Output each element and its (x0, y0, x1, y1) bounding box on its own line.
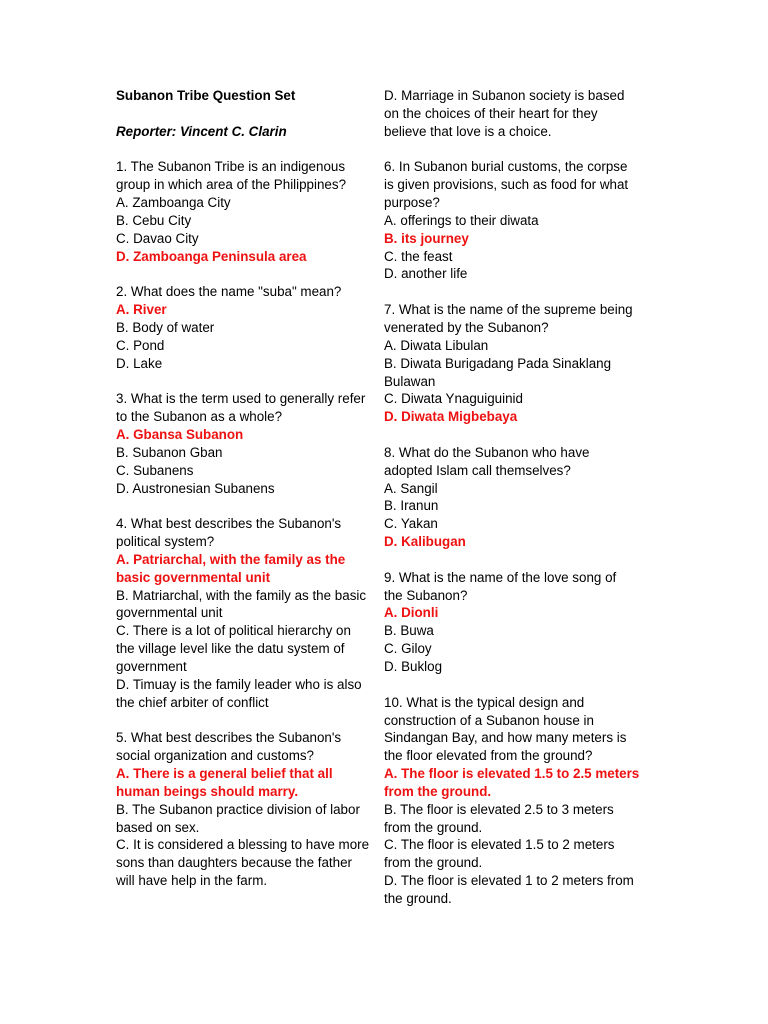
answer-option-line: sons than daughters because the father (116, 855, 352, 871)
question-text-line: political system? (116, 534, 215, 550)
answer-option-line: D. Buklog (384, 659, 443, 674)
answer-option-line: B. Body of water (116, 319, 215, 335)
answer-option-line: D. Lake (116, 355, 163, 371)
question-text-line: 7. What is the name of the supreme being (384, 302, 633, 318)
answer-option-line: A. Diwata Libulan (384, 337, 489, 353)
correct-answer-line: A. Dionli (384, 605, 439, 621)
question-text-line: 9. What is the name of the love song of (384, 569, 617, 585)
answer-option-line: B. Iranun (384, 498, 439, 514)
answer-option-line: B. Cebu City (116, 212, 192, 228)
answer-option-line: C. Diwata Ynaguiguinid (384, 391, 523, 407)
right-column (384, 87, 656, 908)
question-text-line: Sindangan Bay, and how many meters is (384, 730, 627, 746)
answer-option-line: C. Pond (116, 337, 165, 353)
question-text-line: purpose? (384, 195, 440, 211)
correct-answer-line: D. Zamboanga Peninsula area (116, 248, 307, 264)
answer-option-line: C. The floor is elevated 1.5 to 2 meters (384, 837, 615, 853)
answer-option-line: the chief arbiter of conflict (116, 694, 269, 710)
blank-spacer (116, 373, 388, 391)
answer-option-line: B. Buwa (384, 623, 434, 639)
answer-option-line: based on sex. (116, 819, 200, 835)
question-text-line: 1. The Subanon Tribe is an indigenous (116, 159, 346, 175)
correct-answer-line: A. There is a general belief that all (116, 766, 333, 782)
correct-answer-line: from the ground. (384, 783, 492, 799)
answer-option-line: B. Subanon Gban (116, 444, 223, 460)
answer-option-line: B. The Subanon practice division of labor (116, 801, 360, 817)
question-text-line: is given provisions, such as food for what (384, 177, 629, 193)
correct-answer-line: basic governmental unit (116, 569, 271, 585)
answer-option-line: B. The floor is elevated 2.5 to 3 meters (384, 801, 614, 817)
correct-answer-line: B. its journey (384, 230, 469, 246)
blank-spacer (384, 141, 656, 159)
question-text-line: venerated by the Subanon? (384, 319, 549, 335)
answer-option-line: C. There is a lot of political hierarchy on (116, 623, 351, 639)
answer-option-line: C. the feast (384, 248, 453, 264)
blank-spacer (384, 283, 656, 301)
question-text-line: adopted Islam call themselves? (384, 462, 571, 478)
correct-answer-line: D. Kalibugan (384, 534, 466, 550)
answer-option-line: D. Timuay is the family leader who is also (116, 676, 362, 692)
question-text-line: 5. What best describes the Subanon's (116, 730, 342, 746)
question-text-line: 4. What best describes the Subanon's (116, 516, 342, 532)
answer-option-line: government (116, 659, 187, 674)
correct-answer-line: human beings should marry. (116, 783, 299, 799)
answer-option-line: B. Matriarchal, with the family as the basic (116, 587, 367, 603)
correct-answer-line: A. The floor is elevated 1.5 to 2.5 meters (384, 766, 640, 782)
question-text-line: 6. In Subanon burial customs, the corpse (384, 159, 628, 175)
question-text-line: 3. What is the term used to generally refer (116, 391, 366, 407)
answer-option-line: governmental unit (116, 605, 223, 621)
answer-option-line: A. offerings to their diwata (384, 212, 539, 228)
correct-answer-line: A. River (116, 302, 167, 318)
question-text-line: social organization and customs? (116, 748, 314, 764)
blank-spacer (116, 141, 388, 159)
question-text-line: construction of a Subanon house in (384, 712, 594, 728)
question-text-line: to the Subanon as a whole? (116, 409, 283, 425)
answer-option-line: B. Diwata Burigadang Pada Sinaklang (384, 355, 612, 371)
question-text-line: the floor elevated from the ground? (384, 748, 593, 764)
answer-option-line: the ground. (384, 890, 452, 906)
answer-option-line: D. another life (384, 266, 468, 282)
answer-option-line: C. Yakan (384, 516, 438, 532)
reporter-line: Reporter: Vincent C. Clarin (116, 123, 287, 139)
document-title: Subanon Tribe Question Set (116, 88, 296, 103)
question-text-line: group in which area of the Philippines? (116, 177, 347, 193)
answer-option-line: C. Davao City (116, 230, 199, 246)
answer-option-line: C. Giloy (384, 641, 432, 657)
answer-option-line: C. Subanens (116, 462, 194, 478)
blank-spacer (384, 426, 656, 444)
answer-option-line: the village level like the datu system of (116, 641, 345, 657)
correct-answer-line: D. Diwata Migbebaya (384, 409, 518, 425)
correct-answer-line: A. Gbansa Subanon (116, 427, 244, 443)
blank-spacer (384, 676, 656, 694)
question-text-line: 2. What does the name "suba" mean? (116, 284, 342, 300)
answer-option-line: A. Sangil (384, 480, 438, 496)
answer-option-line: from the ground. (384, 819, 483, 835)
left-column (116, 87, 388, 890)
answer-option-line: Bulawan (384, 373, 436, 389)
answer-option-line: A. Zamboanga City (116, 195, 231, 211)
blank-spacer (116, 497, 388, 515)
answer-option-line: D. The floor is elevated 1 to 2 meters from (384, 873, 634, 889)
correct-answer-line: A. Patriarchal, with the family as the (116, 551, 346, 567)
answer-option-line: will have help in the farm. (116, 873, 268, 889)
answer-option-line: C. It is considered a blessing to have more (116, 837, 370, 853)
answer-option-line: from the ground. (384, 855, 483, 871)
question-text-line: the Subanon? (384, 587, 468, 603)
answer-option-line: D. Austronesian Subanens (116, 480, 275, 496)
answer-option-line: believe that love is a choice. (384, 123, 552, 139)
blank-spacer (116, 105, 388, 123)
blank-spacer (384, 551, 656, 569)
blank-spacer (116, 265, 388, 283)
answer-option-line: on the choices of their heart for they (384, 105, 598, 121)
question-text-line: 10. What is the typical design and (384, 694, 585, 710)
blank-spacer (116, 712, 388, 730)
answer-option-line: D. Marriage in Subanon society is based (384, 88, 625, 103)
question-text-line: 8. What do the Subanon who have (384, 444, 590, 460)
